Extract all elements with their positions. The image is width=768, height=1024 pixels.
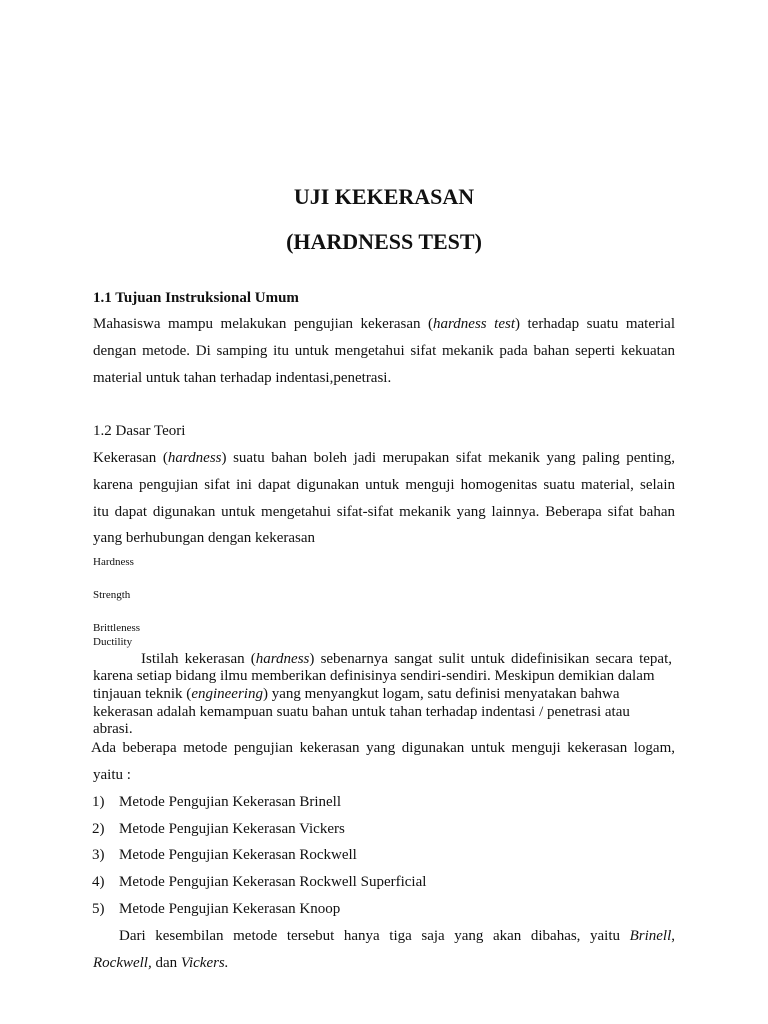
paragraph-line: karena setiap bidang ilmu memberikan definisinya sendiri-sendiri. Meskipun demikian dalam xyxy=(93,668,655,684)
document-subtitle: (HARDNESS TEST) xyxy=(286,229,482,254)
property-label: Strength xyxy=(93,589,131,601)
list-item: Metode Pengujian Kekerasan Knoop xyxy=(119,901,341,917)
list-item: Metode Pengujian Kekerasan Brinell xyxy=(119,794,342,810)
property-label: Ductility xyxy=(93,636,133,648)
paragraph-line: yang berhubungan dengan kekerasan xyxy=(93,530,315,546)
paragraph-line: Rockwell, dan Vickers. xyxy=(93,955,229,971)
paragraph-line: Mahasiswa mampu melakukan pengujian kekerasan (hardness test) terhadap suatu material xyxy=(93,316,675,332)
paragraph-line: kekerasan adalah kemampuan suatu bahan untuk tahan terhadap indentasi / penetrasi atau xyxy=(93,704,630,720)
paragraph-line: dengan metode. Di samping itu untuk mengetahui sifat mekanik pada bahan seperti kekuatan xyxy=(93,343,675,359)
paragraph-line: tinjauan teknik (engineering) yang menyangkut logam, satu definisi menyatakan bahwa xyxy=(93,686,620,702)
paragraph-line: Kekerasan (hardness) suatu bahan boleh jadi merupakan sifat mekanik yang paling penting, xyxy=(93,450,676,466)
list-item: Metode Pengujian Kekerasan Rockwell Superficial xyxy=(119,874,427,890)
document-title: UJI KEKERASAN xyxy=(293,184,475,209)
property-label: Hardness xyxy=(93,556,134,568)
paragraph-line: itu dapat digunakan untuk mengetahui sifat-sifat mekanik yang lainnya. Beberapa sifat bahan xyxy=(93,504,675,520)
list-number: 5) xyxy=(92,901,105,917)
list-number: 3) xyxy=(92,847,105,863)
paragraph-line: yaitu : xyxy=(93,767,131,783)
list-number: 2) xyxy=(92,821,105,837)
section-heading-tujuan: 1.1 Tujuan Instruksional Umum xyxy=(93,290,299,306)
paragraph-line: karena pengujian sifat ini dapat digunakan untuk menguji homogenitas suatu material, selain xyxy=(93,477,675,493)
paragraph-line: Dari kesembilan metode tersebut hanya tiga saja yang akan dibahas, yaitu Brinell, xyxy=(119,928,675,944)
paragraph-line: material untuk tahan terhadap indentasi,penetrasi. xyxy=(93,370,392,386)
list-item: Metode Pengujian Kekerasan Rockwell xyxy=(119,847,357,863)
property-label: Brittleness xyxy=(93,622,141,634)
section-heading-dasar-teori: 1.2 Dasar Teori xyxy=(93,423,186,439)
list-item: Metode Pengujian Kekerasan Vickers xyxy=(119,821,345,837)
paragraph-line: Istilah kekerasan (hardness) sebenarnya sangat sulit untuk didefinisikan secara tepat, xyxy=(141,651,673,667)
list-number: 4) xyxy=(92,874,105,890)
paragraph-line: abrasi. xyxy=(93,721,133,737)
list-number: 1) xyxy=(92,794,105,810)
paragraph-line: Ada beberapa metode pengujian kekerasan yang digunakan untuk menguji kekerasan logam, xyxy=(91,740,675,756)
